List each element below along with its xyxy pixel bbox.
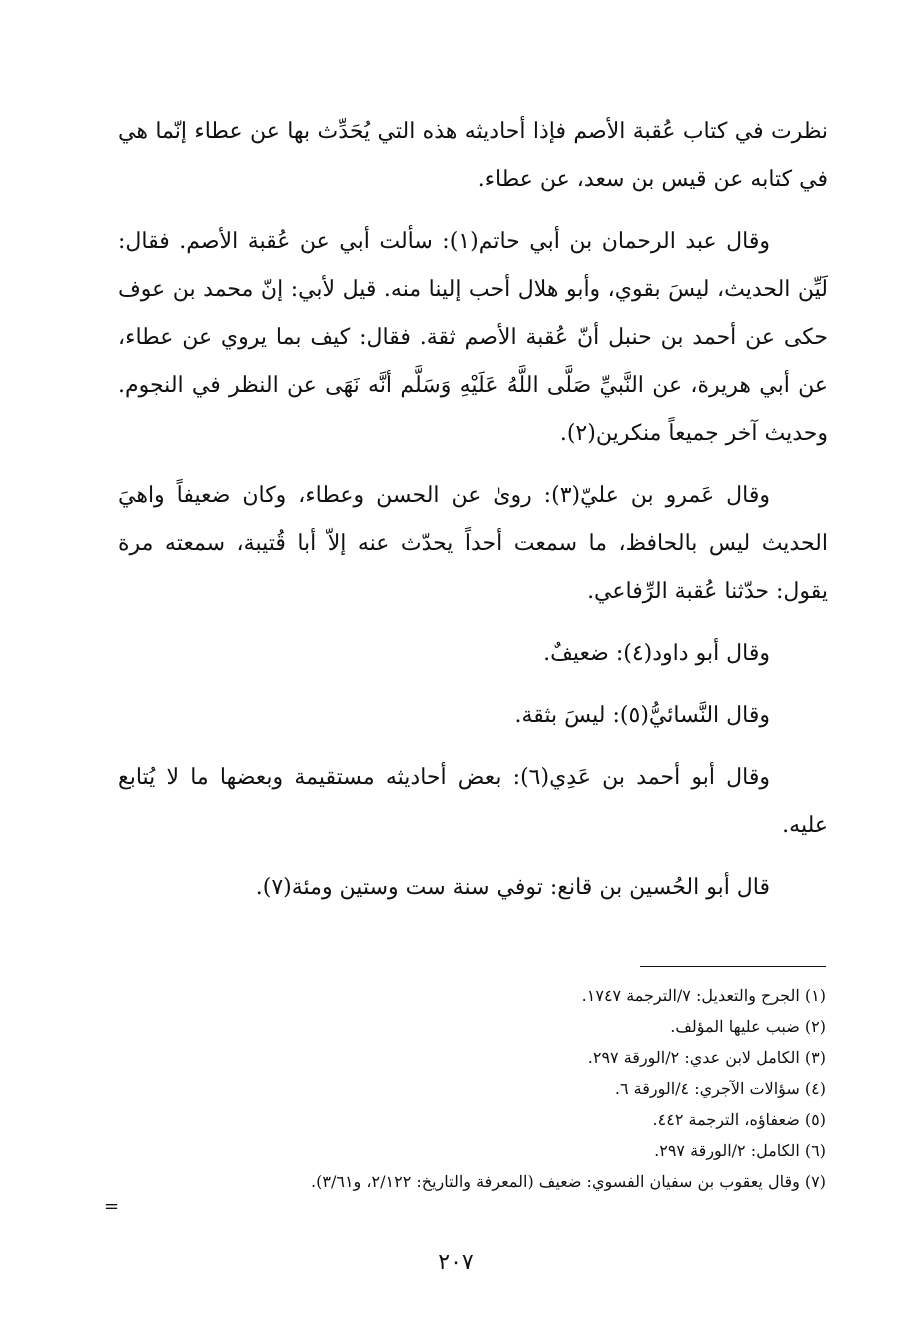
paragraph-2: وقال عبد الرحمان بن أبي حاتم(١): سألت أبي عن عُقبة الأصم. فقال: لَيِّن الحديث، ليسَ بقوي، وأبو هلال أحب إلينا منه. قيل لأبي: إنّ محمد بن عوف حكى عن أحمد بن حنبل أنّ عُقبة الأصم ثقة. فقال: كيف بما يروي عن عطاء، عن أبي هريرة، عن النَّبيِّ صَلَّى اللَّهُ عَلَيْهِ وَسَلَّم أنَّه نَهَى عن النظر في النجوم. وحديث آخر جميعاً منكرين(٢). [118,229,828,446]
footnotes [96,980,826,1197]
paragraph-3: وقال عَمرو بن عليّ(٣): روىٰ عن الحسن وعطاء، وكان ضعيفاً واهيَ الحديث ليس بالحافظ، ما سمعت أحداً يحدّث عنه إلاّ أبا قُتيبة، سمعته مرة يقول: حدّثنا عُقبة الرِّفاعي. [118,483,828,604]
footnote-5: (٥) ضعفاؤه، الترجمة ٤٤٢. [652,1110,826,1129]
page-number: ٢٠٧ [438,1250,474,1275]
main-text [118,108,828,912]
paragraph-4: وقال أبو داود(٤): ضعيفٌ. [543,641,770,666]
paragraph-1: نظرت في كتاب عُقبة الأصم فإذا أحاديثه هذه التي يُحَدِّث بها عن عطاء إنّما هي في كتابه عن قيس بن سعد، عن عطاء. [118,119,828,192]
footnote-3: (٣) الكامل لابن عدي: ٢/الورقة ٢٩٧. [587,1048,826,1067]
footnote-6: (٦) الكامل: ٢/الورقة ٢٩٧. [654,1141,826,1160]
footnote-7: (٧) وقال يعقوب بن سفيان الفسوي: ضعيف (المعرفة والتاريخ: ٢/١٢٢، و٣/٦١). [311,1172,826,1191]
paragraph-5: وقال النَّسائيُّ(٥): ليسَ بثقة. [514,703,770,728]
paragraph-7: قال أبو الحُسين بن قانع: توفي سنة ست وستين ومئة(٧). [255,875,770,900]
footnote-separator [640,966,826,967]
continuation-mark: = [104,1196,120,1217]
paragraph-6: وقال أبو أحمد بن عَدِي(٦): بعض أحاديثه مستقيمة وبعضها ما لا يُتابع عليه. [118,765,828,838]
footnote-4: (٤) سؤالات الآجري: ٤/الورقة ٦. [614,1079,826,1098]
footnote-2: (٢) ضبب عليها المؤلف. [670,1017,826,1036]
footnote-1: (١) الجرح والتعديل: ٧/الترجمة ١٧٤٧. [581,986,826,1005]
